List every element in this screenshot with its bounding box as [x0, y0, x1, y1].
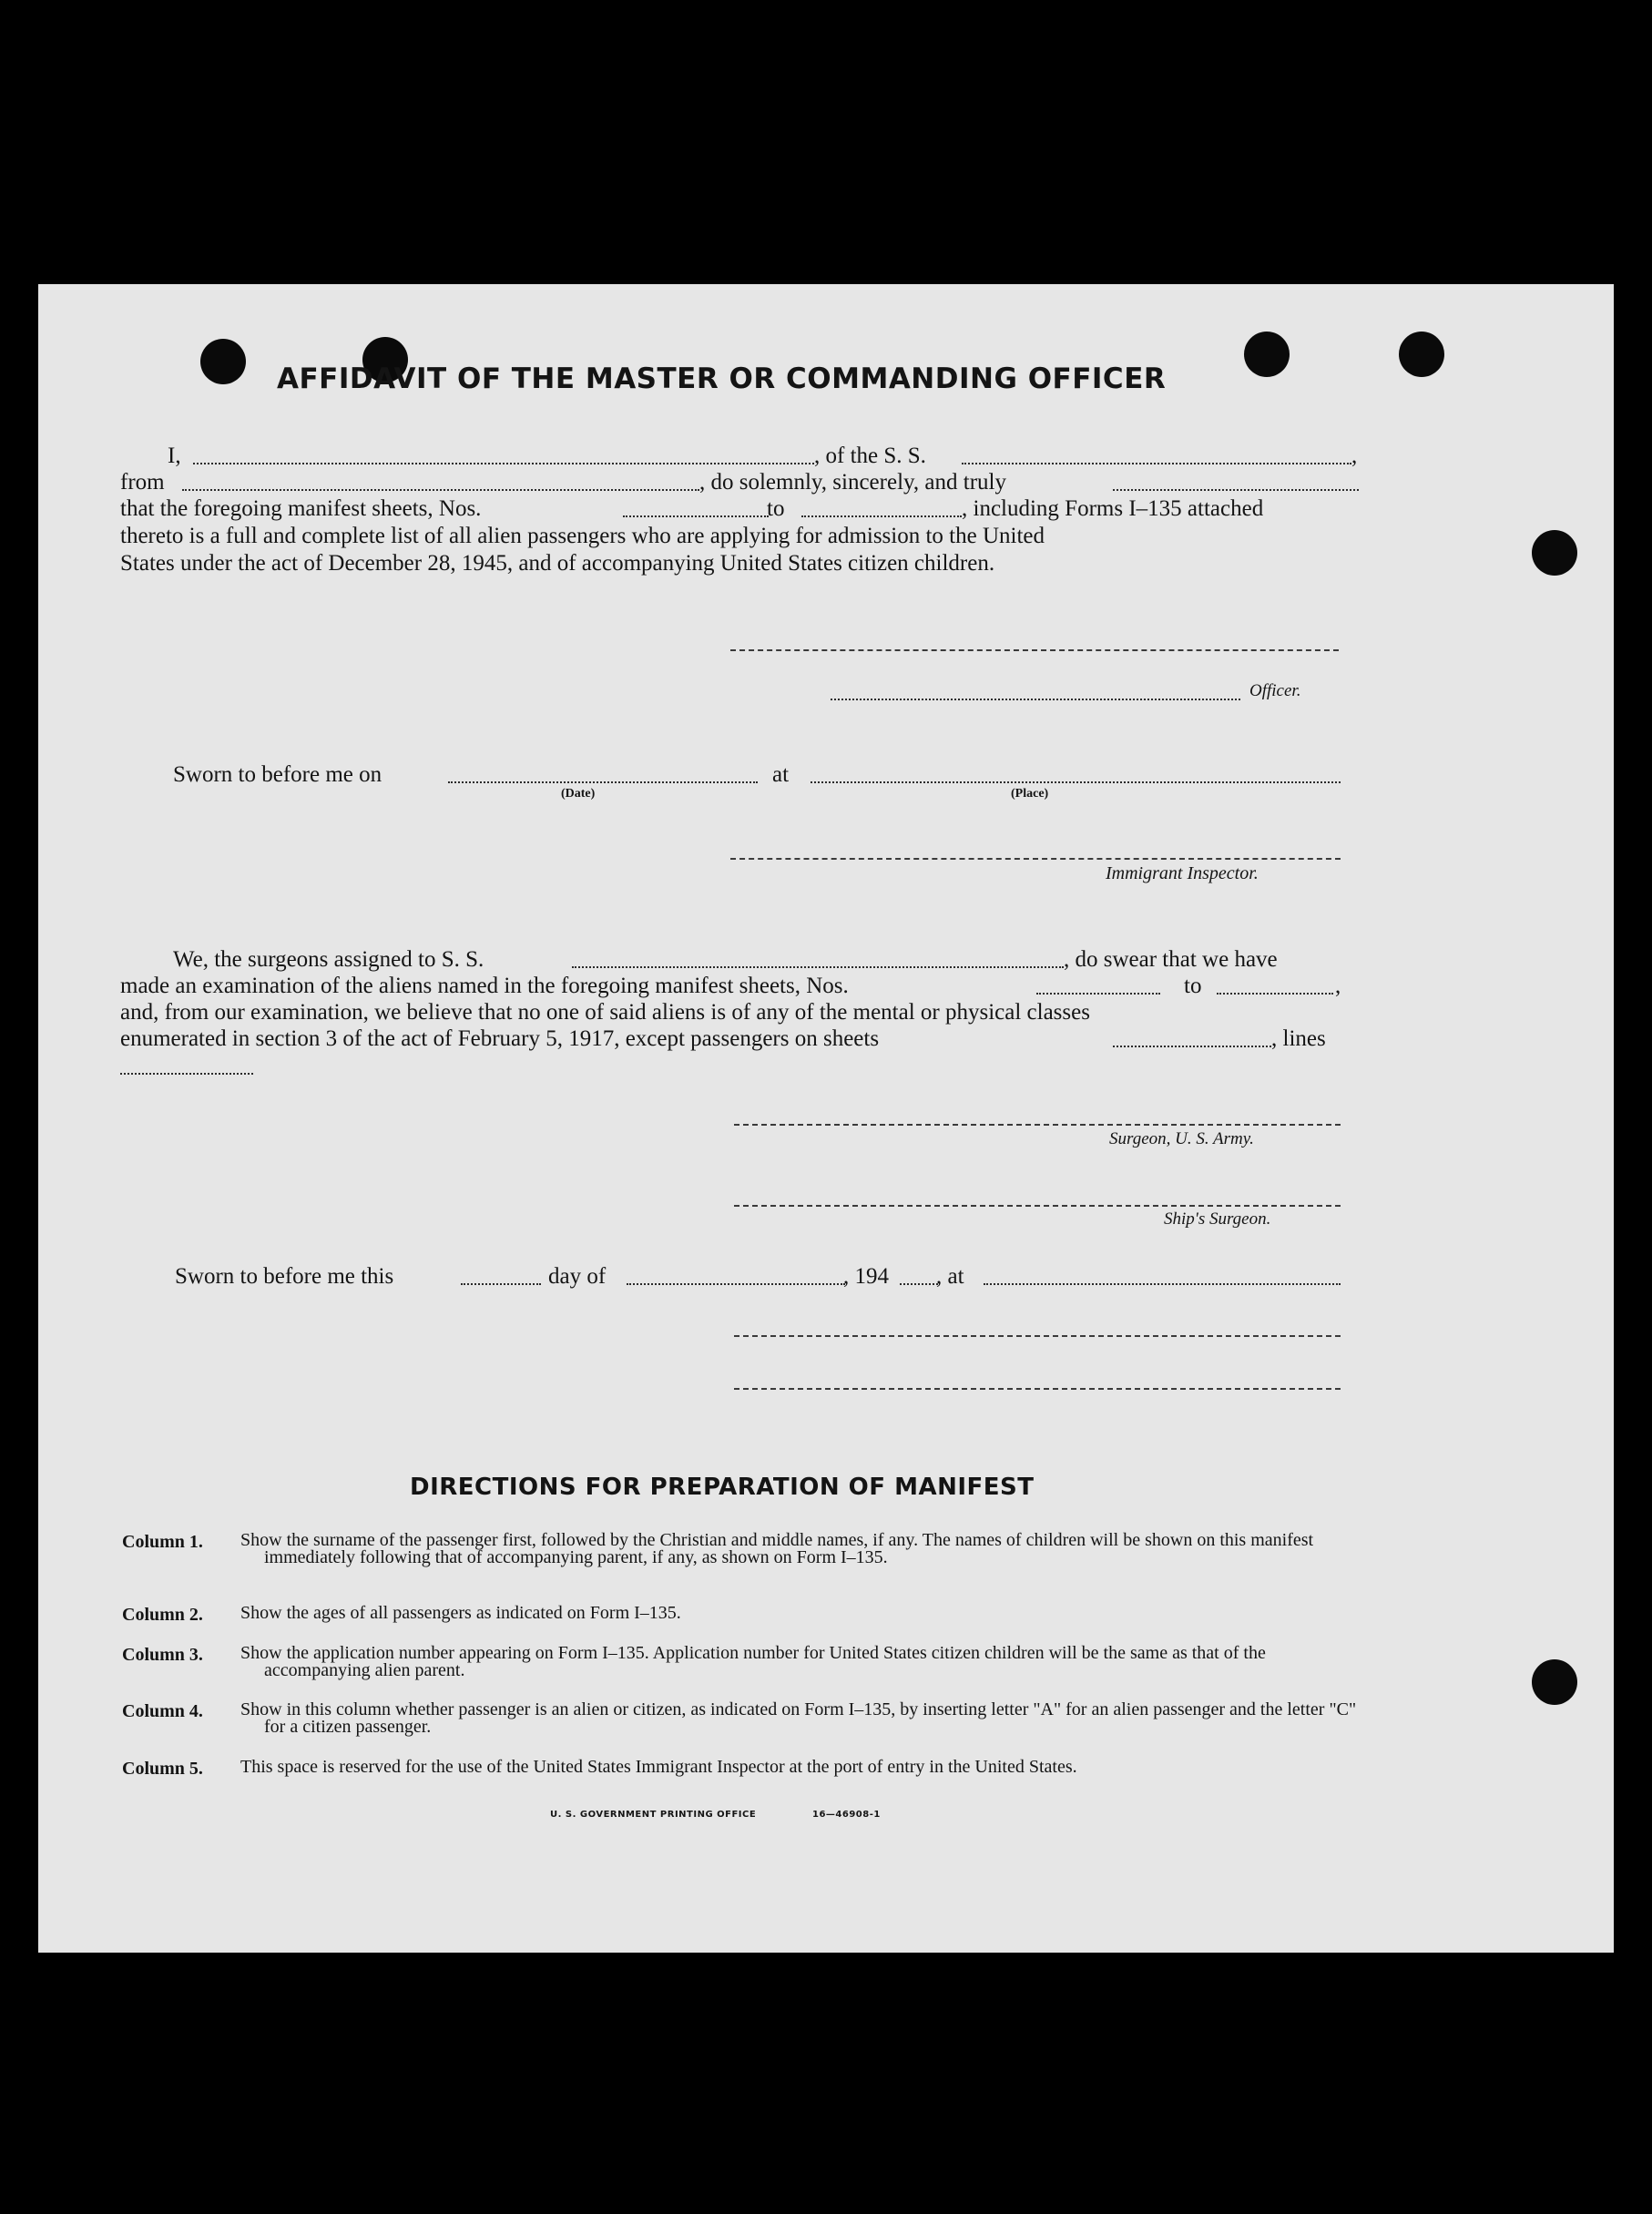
surgeon-ship-field[interactable]	[572, 966, 1064, 968]
text-foregoing: that the foregoing manifest sheets, Nos.	[120, 496, 482, 521]
army-surgeon-label: Surgeon, U. S. Army.	[1109, 1129, 1254, 1148]
text-solemnly: , do solemnly, sincerely, and truly	[699, 470, 1006, 495]
text-to: to	[767, 496, 785, 521]
ship-name-field[interactable]	[962, 463, 1351, 464]
signature-line-3[interactable]	[734, 1388, 1341, 1390]
inspector-signature-line[interactable]	[730, 858, 1341, 860]
sheet-to-field[interactable]	[801, 515, 962, 517]
army-surgeon-signature-line[interactable]	[734, 1124, 1341, 1126]
directions-title: DIRECTIONS FOR PREPARATION OF MANIFEST	[410, 1474, 1035, 1501]
sworn-date-field[interactable]	[448, 781, 758, 783]
text-from: from	[120, 470, 165, 495]
officer-label: Officer.	[1249, 681, 1301, 700]
text-i: I,	[168, 444, 181, 468]
text-surgeons: We, the surgeons assigned to S. S.	[173, 947, 484, 972]
ship-surgeon-label: Ship's Surgeon.	[1164, 1209, 1271, 1229]
ship-surgeon-signature-line[interactable]	[734, 1205, 1341, 1207]
text-thereto: thereto is a full and complete list of all alien passengers who are applying for admission to the United	[120, 524, 1045, 548]
except-sheets-field[interactable]	[1113, 1046, 1271, 1047]
direction-column-name: Column 2.	[122, 1605, 203, 1625]
text-day-of: day of	[548, 1264, 607, 1289]
text-to-2: to	[1184, 974, 1202, 998]
place-caption: (Place)	[1011, 787, 1049, 801]
direction-column-name: Column 3.	[122, 1645, 203, 1665]
inspector-label: Immigrant Inspector.	[1106, 863, 1259, 883]
sworn-label: Sworn to before me on	[173, 762, 382, 787]
signature-line-2[interactable]	[734, 1335, 1341, 1337]
direction-column-text: Show the surname of the passenger first, followed by the Christian and middle names, if any. The names of children will be shown on this manifest immediately following that of accompanying parent, if any, as shown on Form I–135.	[240, 1530, 1314, 1567]
direction-column-text: Show in this column whether passenger is an alien or citizen, as indicated on Form I–135, by inserting letter "A" for an alien passenger and the letter "C" for a citizen passenger.	[240, 1699, 1357, 1737]
text-of-ss: , of the S. S.	[814, 444, 926, 468]
form-code: 16—46908-1	[812, 1810, 881, 1820]
text-at-2: , at	[936, 1264, 964, 1289]
from-continuation-field[interactable]	[1113, 489, 1359, 491]
sworn-this-label: Sworn to before me this	[175, 1264, 394, 1289]
punch-hole	[200, 339, 246, 384]
sheet-from-field[interactable]	[623, 515, 769, 517]
direction-column-text: Show the application number appearing on Form I–135. Application number for United States citizen children will be the same as that of the accompanying alien parent.	[240, 1643, 1266, 1680]
exam-sheet-from-field[interactable]	[1036, 993, 1160, 995]
punch-hole	[1244, 332, 1290, 377]
text-comma-2: ,	[1335, 974, 1341, 998]
direction-column-name: Column 4.	[122, 1701, 203, 1721]
punch-hole	[1532, 530, 1577, 576]
sworn-place-field[interactable]	[811, 781, 1341, 783]
text-including: , including Forms I–135 attached	[962, 496, 1264, 521]
direction-column-text: Show the ages of all passengers as indicated on Form I–135.	[240, 1603, 681, 1623]
signature-line[interactable]	[730, 649, 1339, 651]
exam-sheet-to-field[interactable]	[1217, 993, 1333, 995]
text-states: States under the act of December 28, 1945, and of accompanying United States citizen children.	[120, 551, 995, 576]
except-lines-field[interactable]	[120, 1073, 253, 1075]
sworn-location-field[interactable]	[984, 1283, 1341, 1285]
affidavit-title: AFFIDAVIT OF THE MASTER OR COMMANDING OFFICER	[277, 362, 1167, 395]
port-from-field[interactable]	[182, 489, 699, 491]
text-lines: , lines	[1271, 1026, 1326, 1051]
date-caption: (Date)	[561, 787, 596, 801]
sworn-year-field[interactable]	[900, 1283, 938, 1285]
punch-hole	[1532, 1659, 1577, 1705]
form-sheet	[38, 284, 1614, 1953]
text-mental: and, from our examination, we believe that no one of said aliens is of any of the mental or physical classes	[120, 1000, 1090, 1025]
text-swear: , do swear that we have	[1064, 947, 1278, 972]
text-194: , 194	[843, 1264, 889, 1289]
printing-office: U. S. GOVERNMENT PRINTING OFFICE	[550, 1810, 757, 1820]
master-name-field[interactable]	[193, 463, 814, 464]
direction-column-name: Column 5.	[122, 1759, 203, 1779]
officer-signature-field[interactable]	[831, 699, 1240, 700]
sworn-day-field[interactable]	[461, 1283, 541, 1285]
text-examination: made an examination of the aliens named in the foregoing manifest sheets, Nos.	[120, 974, 849, 998]
text-at: at	[772, 762, 790, 787]
text-enumerated: enumerated in section 3 of the act of February 5, 1917, except passengers on sheets	[120, 1026, 880, 1051]
direction-column-name: Column 1.	[122, 1532, 203, 1552]
sworn-month-field[interactable]	[627, 1283, 845, 1285]
direction-column-text: This space is reserved for the use of the United States Immigrant Inspector at the port of entry in the United States.	[240, 1757, 1077, 1777]
punch-hole	[1399, 332, 1444, 377]
text-comma: ,	[1351, 444, 1358, 468]
